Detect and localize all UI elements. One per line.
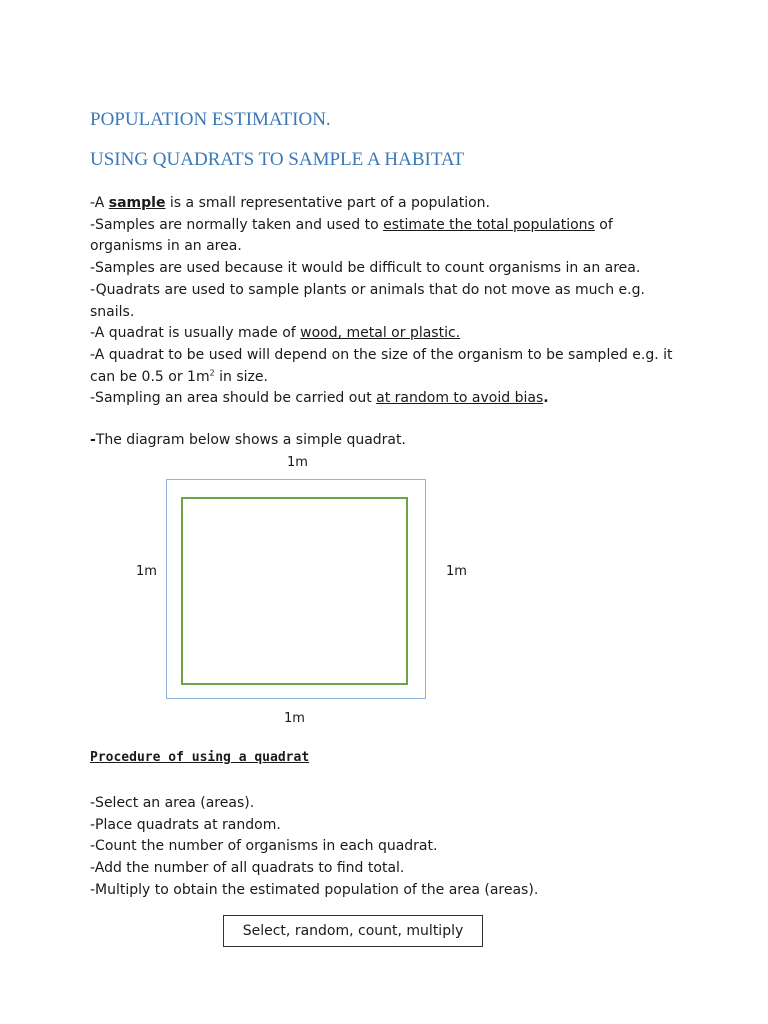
intro-text: The diagram below shows a simple quadrat. bbox=[95, 432, 406, 448]
note-line-sample bbox=[90, 193, 680, 215]
note-keyword-material: wood, metal or plastic. bbox=[300, 325, 461, 342]
note-text: in size. bbox=[214, 368, 268, 385]
note-line: organisms in an area. bbox=[90, 238, 242, 255]
note-keyword-random: at random to avoid bias bbox=[376, 390, 544, 407]
summary-box: Select, random, count, multiply bbox=[223, 915, 483, 947]
note-text: -A bbox=[90, 195, 109, 211]
note-line-random bbox=[90, 388, 680, 410]
note-line: -Quadrats are used to sample plants or animals that do not move as much e.g. bbox=[90, 281, 645, 298]
page-subtitle: USING QUADRATS TO SAMPLE A HABITAT bbox=[90, 149, 465, 170]
note-text: of bbox=[594, 216, 613, 233]
intro-dash: - bbox=[90, 432, 96, 448]
dimension-label-right: 1m bbox=[446, 564, 467, 579]
note-line: -A quadrat to be used will depend on the size of the organism to be sampled e.g. it bbox=[90, 346, 673, 363]
notes-list bbox=[90, 193, 680, 410]
note-text: . bbox=[543, 390, 549, 407]
note-line-size bbox=[90, 367, 680, 389]
dimension-label-top: 1m bbox=[287, 455, 308, 470]
dimension-label-left: 1m bbox=[136, 564, 157, 579]
superscript: 2 bbox=[209, 367, 215, 377]
procedure-steps bbox=[90, 793, 680, 902]
procedure-step: -Count the number of organisms in each quadrat. bbox=[90, 838, 438, 855]
procedure-step: -Select an area (areas). bbox=[90, 795, 255, 811]
note-line-estimate bbox=[90, 215, 680, 237]
note-text: -A quadrat is usually made of bbox=[90, 325, 301, 342]
diagram-intro bbox=[90, 432, 406, 448]
note-text: -Samples are normally taken and used to bbox=[90, 216, 384, 233]
note-line: -Samples are used because it would be difficult to count organisms in an area. bbox=[90, 260, 641, 277]
dimension-label-bottom: 1m bbox=[284, 711, 305, 726]
procedure-title: Procedure of using a quadrat bbox=[90, 750, 310, 765]
procedure-step: -Add the number of all quadrats to find total. bbox=[90, 860, 405, 877]
note-keyword-sample: sample bbox=[108, 195, 166, 211]
page-title: POPULATION ESTIMATION. bbox=[90, 109, 331, 130]
note-line-material bbox=[90, 323, 680, 345]
note-text: can be 0.5 or 1m bbox=[90, 368, 210, 385]
note-text: -Sampling an area should be carried out bbox=[90, 390, 377, 407]
procedure-step: -Multiply to obtain the estimated population of the area (areas). bbox=[90, 881, 539, 898]
note-text: is a small representative part of a population. bbox=[165, 195, 490, 211]
note-keyword-estimate: estimate the total populations bbox=[383, 216, 595, 233]
note-line: snails. bbox=[90, 303, 135, 320]
procedure-step: -Place quadrats at random. bbox=[90, 816, 281, 833]
quadrat-square bbox=[181, 497, 408, 685]
